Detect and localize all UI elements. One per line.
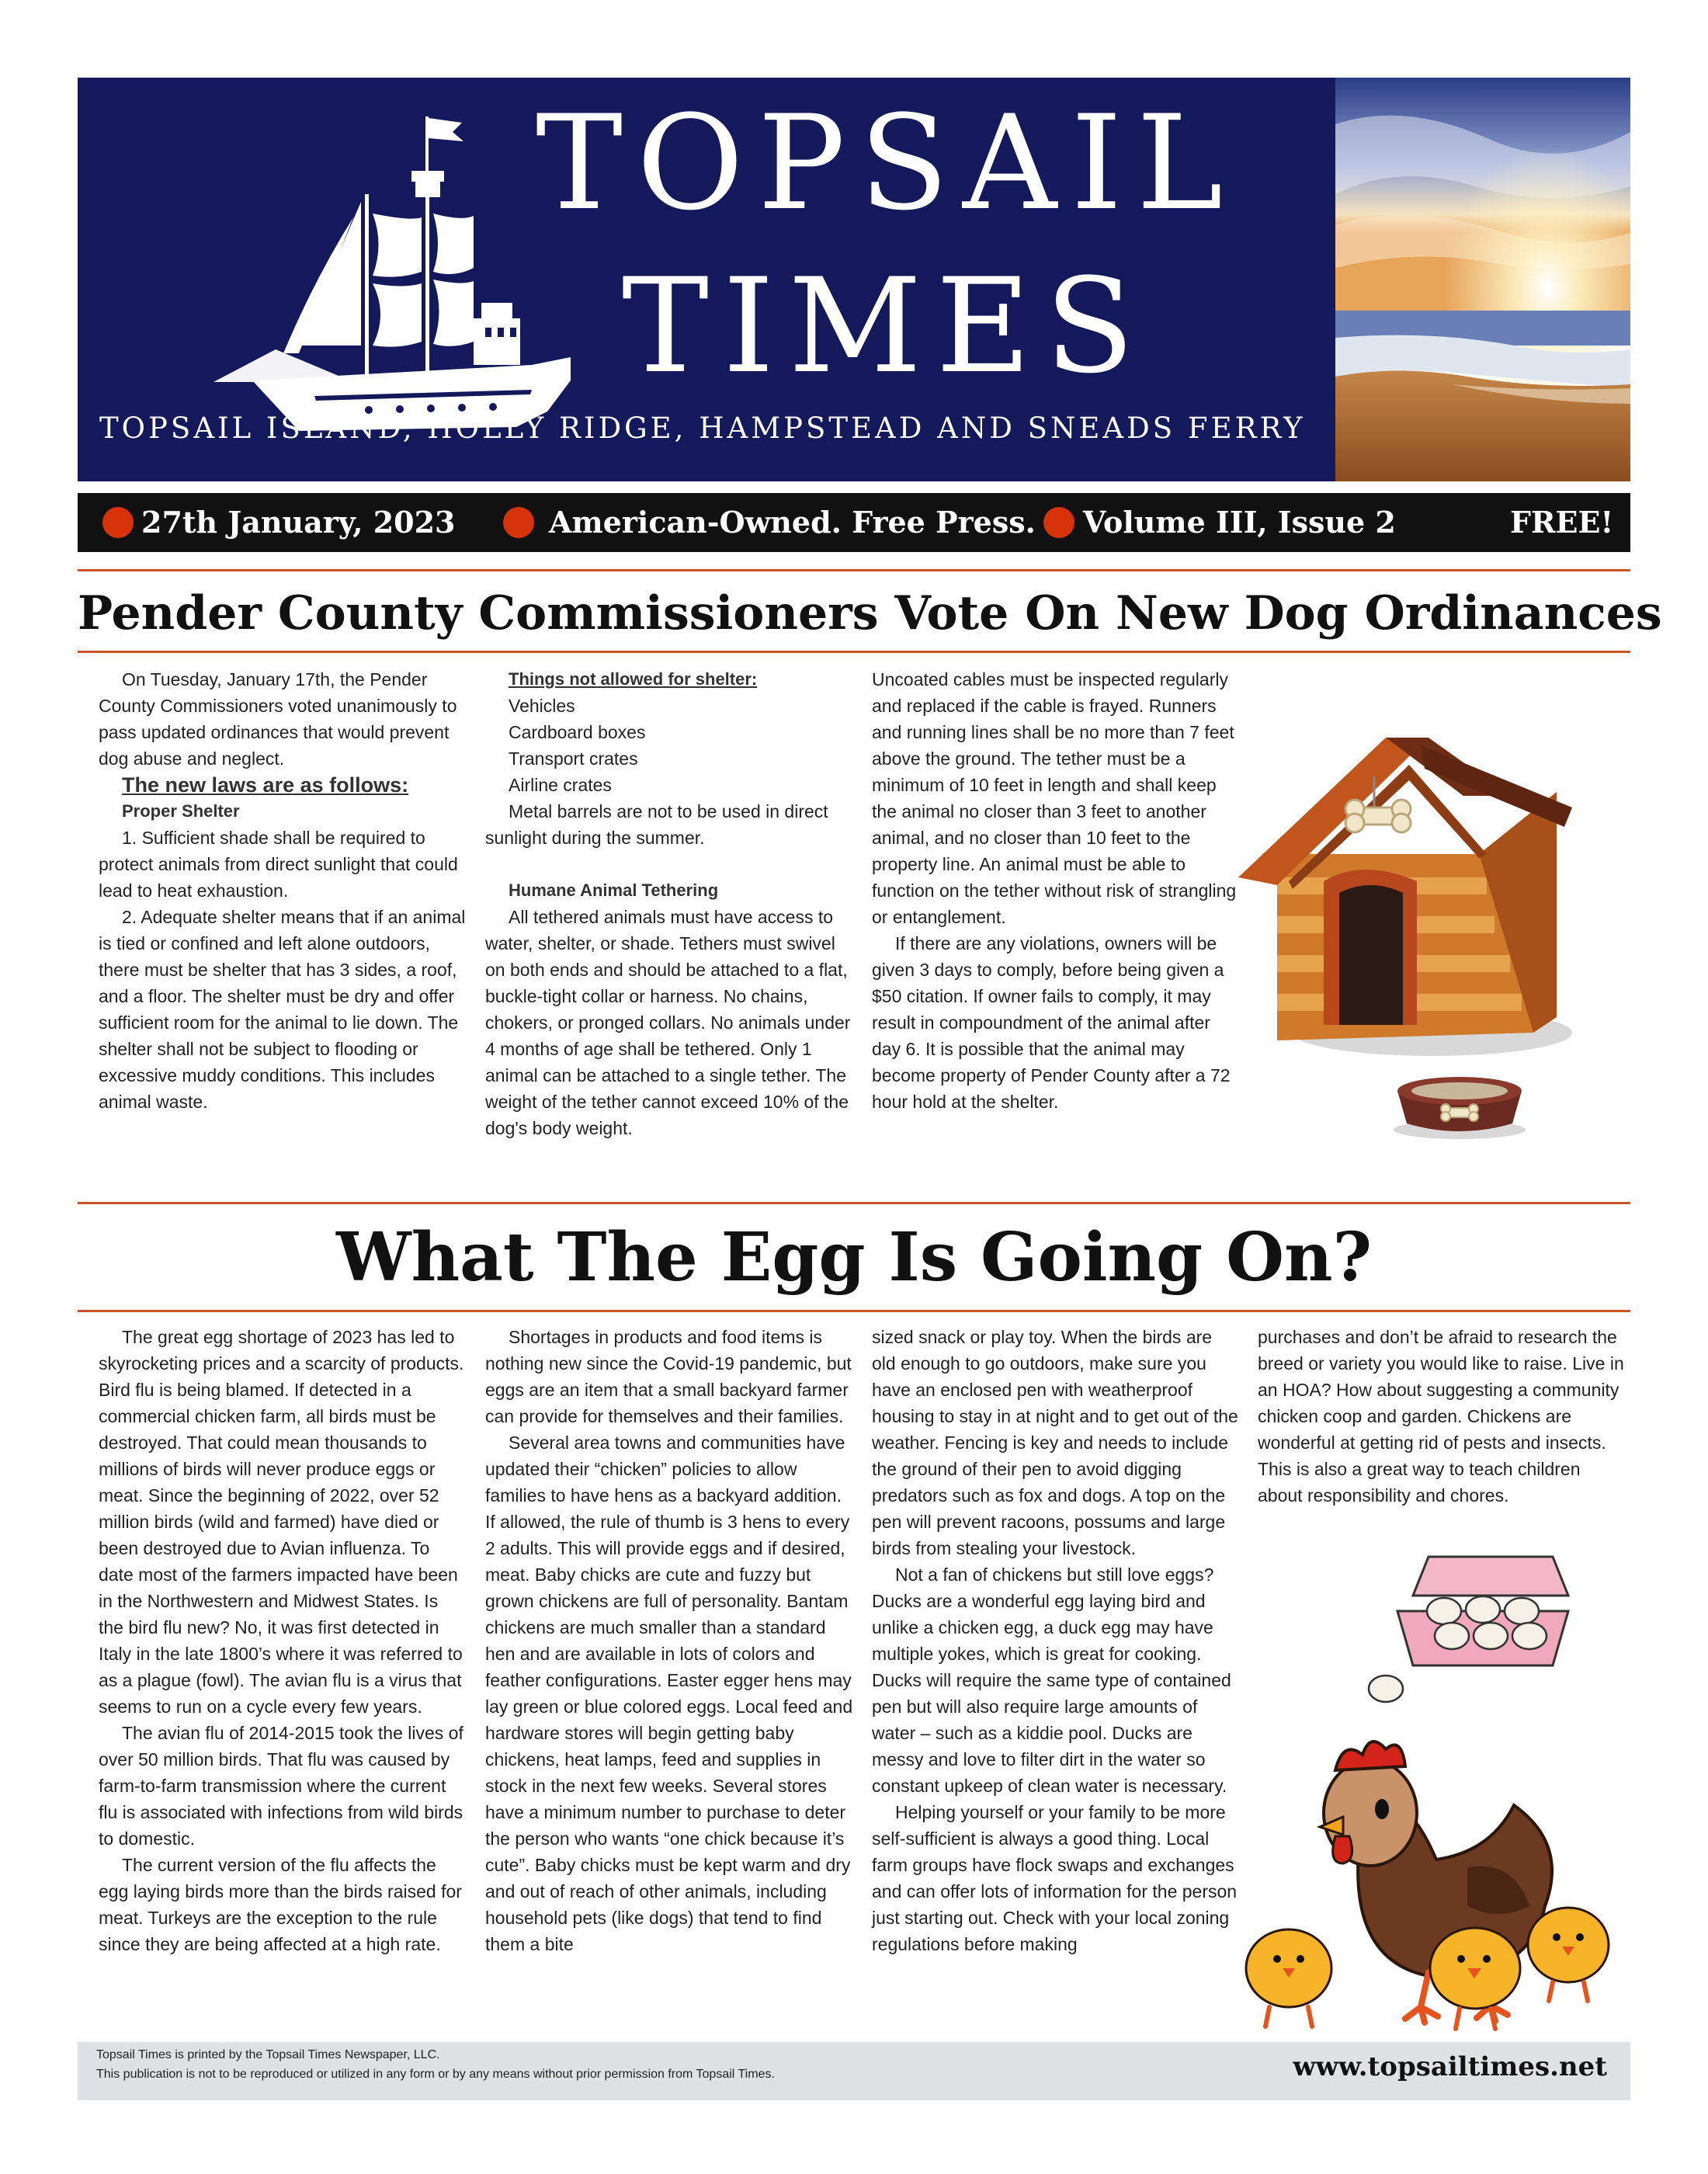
masthead-subtitle: TOPSAIL ISLAND, HOLLY RIDGE, HAMPSTEAD AND SNEADS FERRY (99, 412, 1306, 445)
article2-column4 (1258, 1324, 1626, 1509)
footer-copyright-note: This publication is not to be reproduced or utilized in any form or by any means without prior permission from Topsail Times. (96, 2068, 775, 2081)
article2-paragraph: Helping yourself or your family to be more self-sufficient is always a good thing. Local farm groups have flock swaps and exchanges and can offer lots of information for the person just starting out. Check with your local zoning regulations before making (872, 1802, 1238, 1954)
masthead-title-line2: TIMES (621, 250, 1149, 402)
beach-sunset-image (1335, 78, 1630, 481)
article2-column1 (99, 1324, 467, 1957)
article2-paragraph: Several area towns and communities have updated their “chicken” policies to allow families to have hens as a backyard addition. If allowed, the rule of thumb is 3 hens to every 2 adults. This will provide eggs and if desired, meat. Baby chicks are cute and fuzzy but grown chickens are full of personality. Bantam chickens are much smaller than a standard hen and are available in lots of colors and feather configurations. Easter egger hens may lay green or blue colored eggs. Local feed and hardware stores will begin getting baby chickens, heat lamps, feed and supplies in stock in the next few weeks. Several stores have a minimum number to purchase to deter the person who wants “one chick because it’s cute”. Baby chicks must be kept warm and dry and out of reach of other animals, including household pets (like dogs) that tend to find them a bite (485, 1433, 853, 1954)
rule-1: 1. Sufficient shade shall be required to protect animals from direct sunlight that could lead to heat exhaustion. (99, 828, 458, 901)
not-allowed-heading: Things not allowed for shelter: (509, 669, 758, 689)
list-item: Cardboard boxes (509, 722, 646, 742)
article2-headline: What The Egg Is Going On? (336, 1218, 1372, 1297)
article1-intro: On Tuesday, January 17th, the Pender County Commissioners voted unanimously to pass updated ordinances that would prevent dog abuse and neglect. (99, 669, 457, 769)
article2-paragraph: purchases and don’t be afraid to research the breed or variety you would like to raise. Live in an HOA? How about suggesting a community chicken coop and garden. Chickens are wonderful at getting rid of pests and insects. This is also a great way to teach children about responsibility and chores. (1258, 1327, 1624, 1505)
article1-headline: Pender County Commissioners Vote On New Dog Ordinances (78, 586, 1662, 641)
masthead (78, 78, 1335, 481)
bullet-dot-icon (503, 507, 534, 538)
article2-column2 (485, 1324, 854, 1957)
violations-text: If there are any violations, owners will be given 3 days to comply, before being given a $50 citation. If owner fails to comply, it may result in compoundment of the animal after day 6. It is possible that the animal may become property of Pender County after a 72 hour hold at the shelter. (872, 933, 1231, 1112)
price: FREE! (1510, 505, 1614, 540)
tether-text: All tethered animals must have access to water, shelter, or shade. Tethers must swivel on both ends and should be attached to a flat, buckle-tight collar or harness. No chains, chokers, or pronged collars. No animals under 4 months of age shall be tethered. Only 1 animal can be attached to a single tether. The weight of the tether cannot exceed 10% of the dog's body weight. (485, 907, 851, 1138)
headline-rule-top (78, 1202, 1630, 1204)
headline-rule-bottom (78, 1310, 1630, 1312)
masthead-title (536, 78, 1238, 404)
info-bar (78, 493, 1630, 552)
article1-column3 (872, 666, 1241, 1115)
volume-issue: Volume III, Issue 2 (1083, 505, 1396, 540)
list-item: Airline crates (509, 775, 612, 795)
egg-carton-image (1366, 1549, 1584, 1712)
article2-paragraph: Shortages in products and food items is nothing new since the Covid-19 pandemic, but eggs are an item that a small backyard farmer can provide for themselves and their families. (485, 1327, 852, 1426)
article2-paragraph: The avian flu of 2014-2015 took the lives of over 50 million birds. That flu was caused by farm-to-farm transmission where the current flu is associated with infections from wild birds to domestic. (99, 1723, 463, 1849)
article2-paragraph: sized snack or play toy. When the birds are old enough to go outdoors, make sure you have an enclosed pen with weatherproof housing to stay in at night and to get out of the weather. Fencing is key and needs to include the ground of their pen to avoid digging predators such as fox and dogs. A top on the pen will prevent racoons, possums and large birds from stealing your livestock. (872, 1327, 1238, 1558)
rule-2: 2. Adequate shelter means that if an animal is tied or confined and left alone outdoors, there must be shelter that has 3 sides, a roof, and a floor. The shelter must be dry and offer sufficient room for the animal to lie down. The shelter shall not be subject to flooding or excessive muddy conditions. This includes animal waste. (99, 907, 466, 1112)
article2-column3 (872, 1324, 1241, 1957)
headline-rule-bottom (78, 651, 1630, 653)
list-item: Vehicles (509, 696, 575, 716)
tether-heading: Humane Animal Tethering (509, 880, 719, 900)
shelter-heading: Proper Shelter (122, 801, 240, 821)
bullet-dot-icon (102, 507, 134, 538)
website-link[interactable]: www.topsailtimes.net (1293, 2051, 1607, 2082)
hen-and-chicks-image (1234, 1712, 1615, 2038)
article2-paragraph: The current version of the flu affects the egg laying birds more than the birds raised for meat. Turkeys are the exception to the rule since they are being affected at a high rate. (99, 1855, 462, 1954)
footer-printer-note: Topsail Times is printed by the Topsail Times Newspaper, LLC. (96, 2048, 440, 2061)
article1-column2 (485, 666, 854, 1141)
cables-text: Uncoated cables must be inspected regularly and replaced if the cable is frayed. Runners and running lines shall be no more than 7 feet above the ground. The tether must be a minimum of 10 feet in length and shall keep the animal no closer than 3 feet to another animal, and no closer than 10 feet to the property line. An animal must be able to function on the tether without risk of strangling or entanglement. (872, 669, 1237, 927)
dog-bowl-image (1390, 1068, 1529, 1141)
bullet-dot-icon (1043, 507, 1074, 538)
laws-heading: The new laws are as follows: (122, 773, 409, 797)
article1-column1 (99, 666, 467, 1115)
slogan: American-Owned. Free Press. (549, 505, 1036, 540)
footer (78, 2042, 1630, 2100)
list-item: Transport crates (509, 748, 638, 769)
headline-rule-top (78, 569, 1630, 571)
issue-date: 27th January, 2023 (141, 505, 456, 540)
masthead-title-line1: TOPSAIL (536, 87, 1238, 239)
article2-paragraph: The great egg shortage of 2023 has led to skyrocketing prices and a scarcity of products. Bird flu is being blamed. If detected in a commercial chicken farm, all birds must be destroyed. That could mean thousands to millions of birds will never produce eggs or meat. Since the beginning of 2022, over 52 million birds (wild and farmed) have died or been destroyed due to Avian influenza. To date most of the farmers impacted have been in the Northwestern and Midwest States. Is the bird flu new? No, it was first detected in Italy in the late 1800’s where it was referred to as a plague (fowl). The avian flu is a virus that seems to run on a cycle every few years. (99, 1327, 464, 1717)
article2-paragraph: Not a fan of chickens but still love eggs? Ducks are a wonderful egg laying bird and unlike a chicken egg, a duck egg may have multiple yokes, which is great for cooking. Ducks will require the same type of contained pen but will also require large amounts of water – such as a kiddie pool. Ducks are messy and love to filter dirt in the water so constant upkeep of clean water is necessary. (872, 1565, 1231, 1796)
barrels-text: Metal barrels are not to be used in direct sunlight during the summer. (485, 801, 828, 848)
